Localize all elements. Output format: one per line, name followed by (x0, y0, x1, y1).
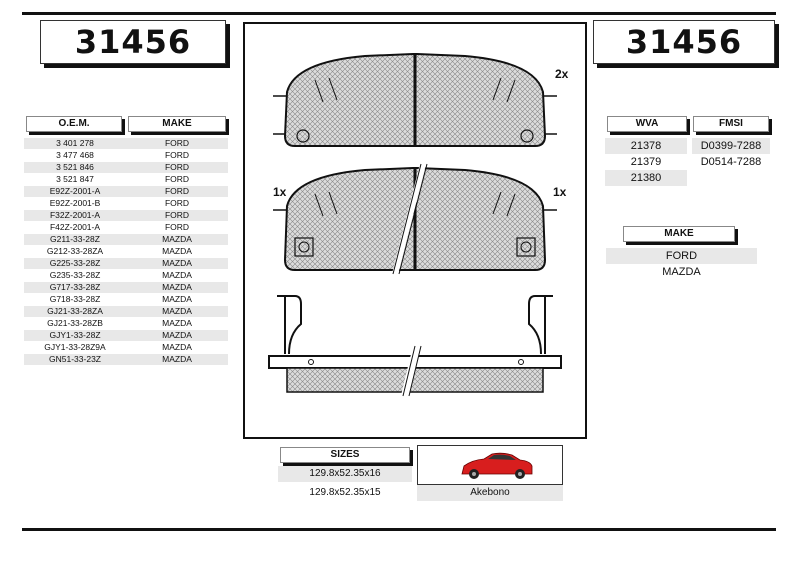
oem-make: FORD (126, 186, 228, 197)
oem-make: FORD (164, 198, 190, 208)
oem-make-header: MAKE (128, 116, 226, 132)
make-value: MAZDA (662, 266, 701, 278)
wva-value: 21379 (630, 156, 662, 168)
size-value: 129.8x52.35x16 (278, 466, 412, 482)
oem-number: 3 521 847 (56, 174, 94, 184)
side-view-shape (269, 296, 561, 396)
oem-number: GJ21-33-28ZB (47, 318, 103, 328)
car-image (417, 445, 563, 485)
oem-make: MAZDA (126, 306, 228, 317)
wva-header: WVA (607, 116, 687, 132)
oem-number: GJ21-33-28ZA (24, 306, 126, 317)
oem-make: MAZDA (126, 330, 228, 341)
fmsi-value: D0399-7288 (692, 138, 770, 154)
oem-make: FORD (126, 138, 228, 149)
oem-number: 3 477 468 (56, 150, 94, 160)
wva-value: 21378 (605, 138, 687, 154)
part-number-right: 31456 (593, 20, 775, 64)
oem-number: GJY1-33-28Z (24, 330, 126, 341)
brake-pad-drawing (245, 24, 585, 437)
sizes-header: SIZES (280, 447, 410, 463)
oem-make: MAZDA (126, 282, 228, 293)
car-icon (418, 446, 562, 484)
oem-make: FORD (164, 150, 190, 160)
oem-make: FORD (126, 210, 228, 221)
oem-make: MAZDA (162, 246, 192, 256)
wva-value: 21380 (605, 170, 687, 186)
oem-make: MAZDA (162, 270, 192, 280)
oem-number: F42Z-2001-A (49, 222, 101, 232)
oem-make: MAZDA (126, 234, 228, 245)
oem-number: 3 521 846 (24, 162, 126, 173)
oem-number: GN51-33-23Z (24, 354, 126, 365)
oem-number: G717-33-28Z (24, 282, 126, 293)
oem-number: E92Z-2001-A (24, 186, 126, 197)
middle-pad-shape (273, 164, 557, 274)
make-value: FORD (606, 248, 757, 264)
oem-number: G718-33-28Z (49, 294, 101, 304)
brand-label: Akebono (417, 485, 563, 501)
oem-header: O.E.M. (26, 116, 122, 132)
right-qty-label: 1x (553, 185, 567, 199)
bottom-rule (22, 528, 776, 531)
fmsi-value: D0514-7288 (700, 156, 762, 168)
oem-make: MAZDA (126, 258, 228, 269)
oem-make: FORD (164, 222, 190, 232)
oem-make: FORD (164, 174, 190, 184)
left-qty-label: 1x (273, 185, 287, 199)
oem-number: G212-33-28ZA (46, 246, 104, 256)
top-qty-label: 2x (555, 67, 569, 81)
oem-make: MAZDA (162, 318, 192, 328)
oem-number: G235-33-28Z (49, 270, 101, 280)
oem-number: GJY1-33-28Z9A (44, 342, 106, 352)
oem-make: MAZDA (126, 354, 228, 365)
top-pad-shape (273, 54, 557, 146)
oem-number: 3 401 278 (24, 138, 126, 149)
oem-make: FORD (126, 162, 228, 173)
oem-number: G225-33-28Z (24, 258, 126, 269)
size-value: 129.8x52.35x15 (309, 487, 381, 498)
top-rule (22, 12, 776, 15)
part-number-left: 31456 (40, 20, 226, 64)
oem-number: E92Z-2001-B (49, 198, 101, 208)
oem-number: F32Z-2001-A (24, 210, 126, 221)
oem-number: G211-33-28Z (24, 234, 126, 245)
oem-make: MAZDA (162, 294, 192, 304)
brake-pad-diagram (243, 22, 587, 439)
oem-make: MAZDA (162, 342, 192, 352)
make-header: MAKE (623, 226, 735, 242)
fmsi-header: FMSI (693, 116, 769, 132)
